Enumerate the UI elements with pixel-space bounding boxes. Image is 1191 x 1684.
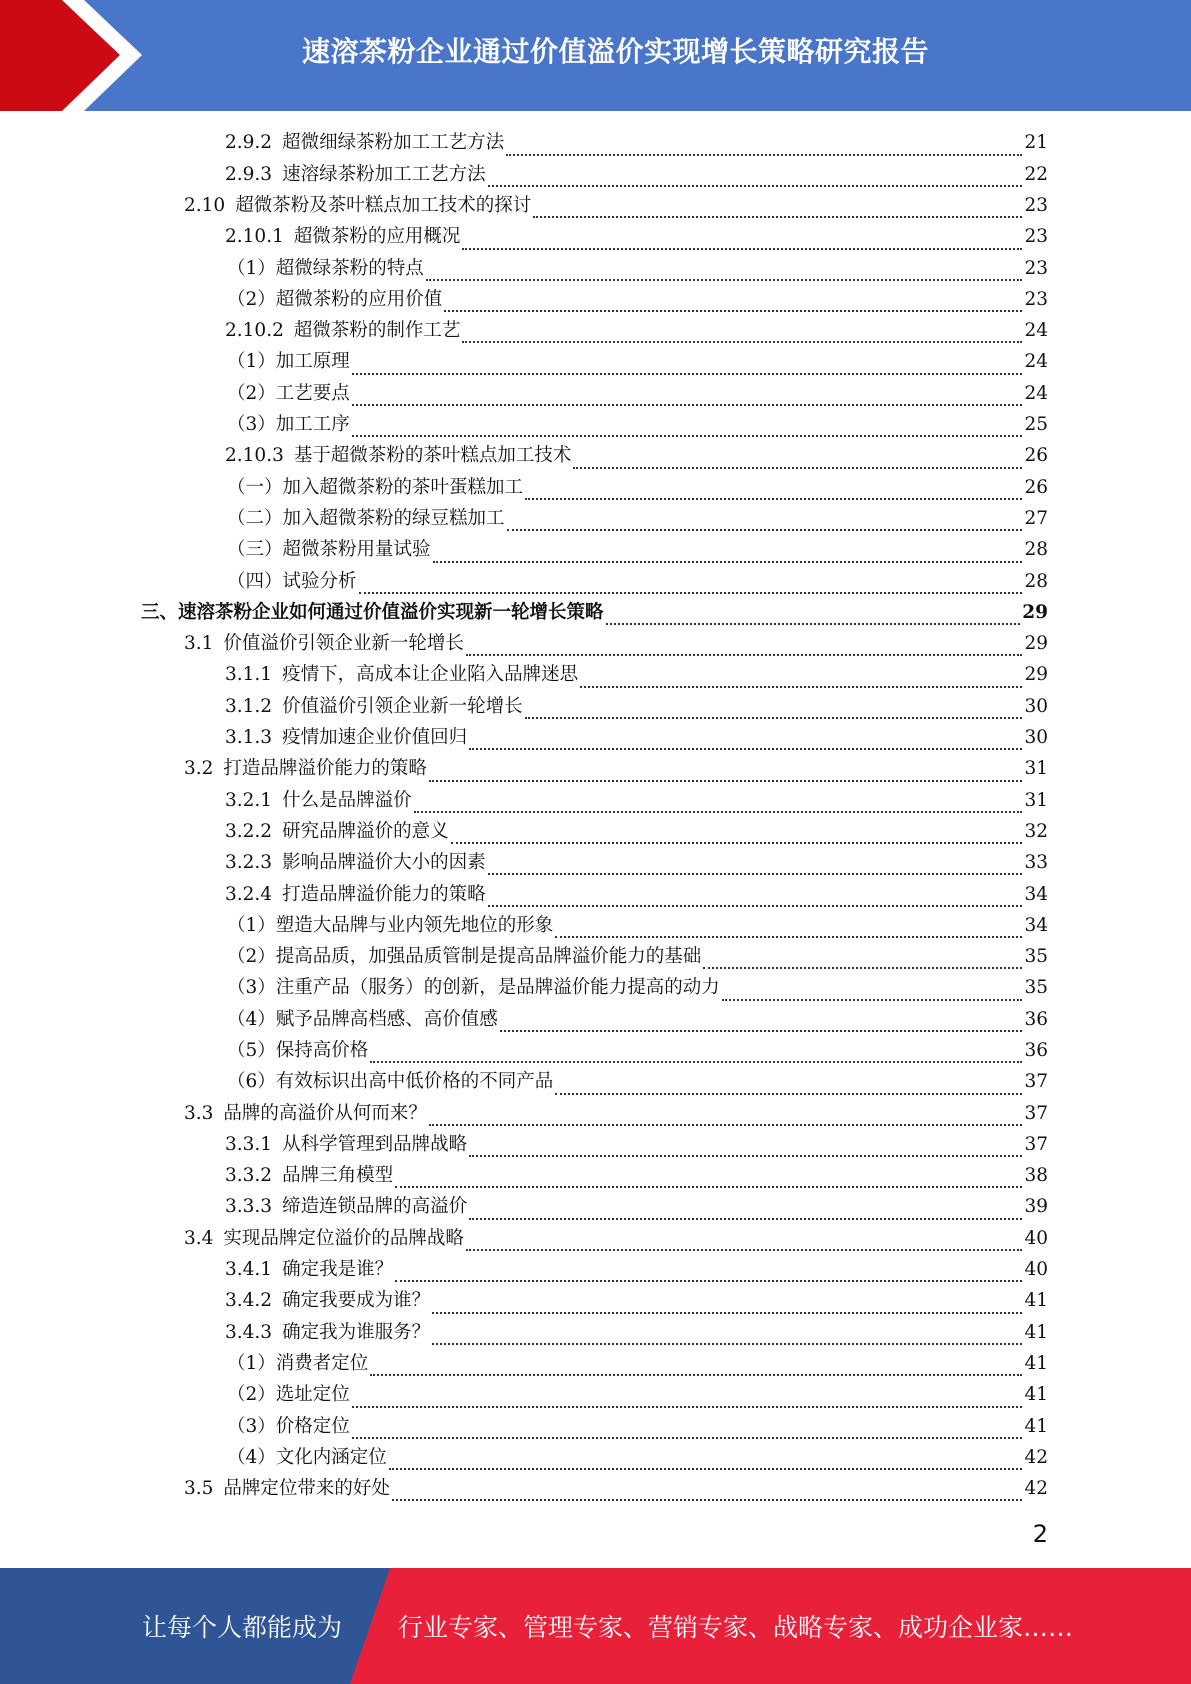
toc-entry[interactable] [0, 441, 1191, 472]
toc-dot-leader [606, 607, 1021, 625]
toc-entry-title: （二）加入超微茶粉的绿豆糕加工 [227, 507, 505, 529]
toc-entry-page: 41 [1024, 1290, 1048, 1312]
toc-entry[interactable] [0, 848, 1191, 879]
toc-dot-leader [555, 1077, 1022, 1095]
toc-entry-number: 3.4.3 [225, 1321, 273, 1343]
toc-entry-page: 27 [1024, 507, 1048, 529]
toc-entry[interactable] [0, 316, 1191, 347]
toc-entry-label [225, 820, 449, 842]
toc-entry-title: 超微茶粉的应用概况 [293, 226, 461, 248]
toc-dot-leader [432, 1296, 1022, 1314]
toc-entry-title: （4）文化内涵定位 [227, 1446, 387, 1468]
toc-entry[interactable] [0, 1130, 1191, 1161]
toc-dot-leader [352, 419, 1023, 437]
toc-entry[interactable] [0, 535, 1191, 566]
toc-entry-page: 39 [1024, 1196, 1048, 1218]
toc-entry-page: 24 [1024, 351, 1048, 373]
toc-entry-title: 价值溢价引领企业新一轮增长 [223, 633, 464, 655]
toc-entry-title: 疫情下，高成本让企业陷入品牌迷思 [282, 664, 579, 686]
toc-entry-title: （四）试验分析 [227, 570, 357, 592]
toc-entry-number: 3.4.1 [225, 1259, 273, 1281]
toc-entry-page: 32 [1024, 820, 1048, 842]
toc-dot-leader [488, 889, 1023, 907]
toc-dot-leader [466, 638, 1023, 656]
toc-entry-page: 37 [1024, 1071, 1048, 1093]
toc-entry-label [225, 322, 460, 341]
toc-entry[interactable] [0, 566, 1191, 597]
toc-entry-number: 3.1.1 [225, 664, 273, 686]
toc-entry-page: 24 [1024, 382, 1048, 404]
toc-entry[interactable] [0, 817, 1191, 848]
toc-entry-title: 品牌定位带来的好处 [223, 1478, 390, 1500]
report-title: 速溶茶粉企业通过价值溢价实现增长策略研究报告 [301, 35, 929, 68]
toc-dot-leader [426, 263, 1023, 281]
toc-entry-label [225, 228, 460, 247]
toc-entry-page: 40 [1024, 1259, 1048, 1281]
toc-entry[interactable] [0, 1223, 1191, 1254]
toc-dot-leader [488, 857, 1023, 875]
toc-entry-page: 29 [1024, 633, 1048, 655]
toc-entry-title: 三、速溶茶粉企业如何通过价值溢价实现新一轮增长策略 [141, 601, 604, 623]
toc-dot-leader [573, 451, 1022, 469]
toc-entry-number: 2.10.2 [225, 320, 284, 342]
toc-entry-number: 3.2 [184, 758, 214, 780]
toc-entry-label [184, 194, 532, 216]
toc-dot-leader [370, 1045, 1022, 1063]
toc-entry-label [227, 353, 350, 372]
toc-entry[interactable] [0, 723, 1191, 754]
toc-entry[interactable] [0, 1004, 1191, 1035]
toc-dot-leader [395, 1170, 1022, 1188]
toc-dot-leader [444, 294, 1022, 312]
toc-entry[interactable] [0, 284, 1191, 315]
toc-entry-label [225, 134, 504, 153]
toc-dot-leader [395, 1264, 1022, 1282]
toc-entry-label [184, 1227, 464, 1249]
toc-dot-leader [414, 795, 1023, 813]
toc-entry-label [225, 695, 523, 717]
toc-entry-label [225, 666, 578, 685]
toc-entry-title: （1）消费者定位 [227, 1352, 369, 1374]
toc-entry-label [225, 1133, 468, 1155]
toc-entry-page: 21 [1024, 132, 1048, 154]
toc-dot-leader [466, 1233, 1023, 1251]
toc-entry-number: 3.2.1 [225, 789, 273, 811]
toc-entry-label [225, 789, 412, 811]
toc-entry-page: 31 [1024, 758, 1048, 780]
toc-entry-label [225, 729, 467, 748]
page-number: 2 [1032, 1520, 1048, 1548]
toc-entry-page: 24 [1024, 320, 1048, 342]
toc-dot-leader [580, 670, 1022, 688]
toc-entry[interactable] [0, 691, 1191, 722]
toc-entry-title: （3）价格定位 [227, 1415, 350, 1437]
toc-entry[interactable] [0, 378, 1191, 409]
toc-entry-label [227, 257, 424, 279]
toc-entry-page: 35 [1024, 946, 1048, 968]
toc-entry[interactable] [0, 1317, 1191, 1348]
toc-dot-leader [432, 1327, 1022, 1345]
toc-entry-number: 3.1.3 [225, 727, 273, 749]
toc-entry[interactable] [0, 159, 1191, 190]
toc-entry-page: 26 [1024, 476, 1048, 498]
toc-dot-leader [352, 388, 1023, 406]
toc-entry-page: 29 [1022, 601, 1048, 623]
toc-dot-leader [389, 1452, 1023, 1470]
toc-entry[interactable] [0, 1255, 1191, 1286]
toc-entry[interactable] [0, 1411, 1191, 1442]
toc-dot-leader [352, 1421, 1023, 1439]
toc-entry-page: 37 [1024, 1102, 1048, 1124]
toc-dot-leader [488, 169, 1023, 187]
toc-entry-label [227, 914, 554, 936]
toc-entry-title: 超微细绿茶粉加工工艺方法 [282, 132, 505, 154]
toc-entry-title: 实现品牌定位溢价的品牌战略 [223, 1227, 464, 1249]
toc-entry[interactable] [0, 128, 1191, 159]
toc-entry[interactable] [0, 1286, 1191, 1317]
toc-entry[interactable] [0, 347, 1191, 378]
toc-dot-leader [352, 357, 1023, 375]
toc-dot-leader [500, 1014, 1023, 1032]
toc-entry[interactable] [0, 910, 1191, 941]
toc-entry-number: 3.2.2 [225, 820, 273, 842]
toc-entry[interactable] [0, 410, 1191, 441]
toc-dot-leader [703, 951, 1022, 969]
toc-entry-title: 价值溢价引领企业新一轮增长 [282, 695, 523, 717]
toc-entry-page: 28 [1024, 539, 1048, 561]
toc-entry-number: 3.3.3 [225, 1196, 273, 1218]
toc-entry[interactable] [0, 222, 1191, 253]
toc-entry-label [227, 382, 350, 404]
toc-entry[interactable] [0, 1036, 1191, 1067]
toc-entry-title: （一）加入超微茶粉的茶叶蛋糕加工 [227, 476, 524, 498]
toc-entry-number: 2.10 [184, 194, 226, 216]
toc-entry[interactable] [0, 1098, 1191, 1129]
toc-dot-leader [462, 325, 1022, 343]
toc-entry-label [225, 1167, 393, 1186]
toc-entry-label [225, 1292, 430, 1311]
toc-entry-label [225, 447, 571, 466]
footer-slogan-right: 行业专家、管理专家、营销专家、战略专家、成功企业家…… [398, 1613, 1074, 1642]
toc-entry-label [141, 601, 604, 623]
toc-entry-page: 34 [1024, 914, 1048, 936]
toc-entry-title: （2）超微茶粉的应用价值 [227, 288, 443, 310]
toc-entry-title: （三）超微茶粉用量试验 [227, 539, 431, 561]
toc-entry[interactable] [0, 973, 1191, 1004]
toc-entry-title: （2）选址定位 [227, 1384, 350, 1406]
toc-dot-leader [469, 1202, 1022, 1220]
toc-entry-page: 31 [1024, 789, 1048, 811]
toc-entry-title: （5）保持高价格 [227, 1040, 369, 1061]
toc-entry-title: 基于超微茶粉的茶叶糕点加工技术 [293, 445, 572, 467]
toc-entry[interactable] [0, 879, 1191, 910]
toc-entry-title: 超微茶粉及茶叶糕点加工技术的探讨 [235, 194, 532, 216]
toc-entry-page: 23 [1024, 226, 1048, 248]
toc-entry-page: 26 [1024, 445, 1048, 467]
toc-entry-title: 打造品牌溢价能力的策略 [223, 758, 427, 780]
toc-entry-page: 34 [1024, 883, 1048, 905]
toc-dot-leader [451, 826, 1023, 844]
toc-entry-title: 品牌三角模型 [282, 1165, 394, 1187]
page-footer [0, 1568, 1191, 1684]
toc-entry-number: 3.4.2 [225, 1290, 273, 1312]
toc-dot-leader [370, 1358, 1022, 1376]
toc-entry-page: 37 [1024, 1133, 1048, 1155]
toc-entry-page: 23 [1024, 257, 1048, 279]
toc-entry-title: 从科学管理到品牌战略 [282, 1133, 468, 1155]
toc-entry-page: 41 [1024, 1384, 1048, 1406]
toc-entry-title: 品牌的高溢价从何而来？ [223, 1102, 427, 1124]
toc-entry-label [227, 1446, 387, 1468]
toc-entry-label [227, 1415, 350, 1437]
toc-dot-leader [462, 232, 1022, 250]
toc-dot-leader [469, 732, 1022, 750]
toc-entry-title: （1）塑造大品牌与业内领先地位的形象 [227, 914, 554, 936]
toc-entry-number: 3.2.3 [225, 852, 273, 874]
toc-entry-title: 确定我为谁服务？ [282, 1321, 431, 1343]
page-header [0, 0, 1191, 111]
toc-entry-page: 41 [1024, 1352, 1048, 1374]
toc-entry-label [225, 883, 486, 905]
toc-entry-title: 疫情加速企业价值回归 [282, 727, 468, 749]
toc-entry-title: 影响品牌溢价大小的因素 [282, 852, 486, 874]
toc-entry[interactable] [0, 629, 1191, 660]
toc-entry-page: 41 [1024, 1415, 1048, 1437]
toc-dot-leader [525, 482, 1022, 500]
toc-entry[interactable] [0, 785, 1191, 816]
toc-entry-title: （1）加工原理 [227, 351, 350, 373]
toc-entry-page: 28 [1024, 570, 1048, 592]
toc-entry-page: 25 [1024, 414, 1048, 436]
toc-entry[interactable] [0, 1067, 1191, 1098]
toc-entry-page: 30 [1024, 695, 1048, 717]
toc-dot-leader [352, 1390, 1023, 1408]
toc-entry-title: （1）超微绿茶粉的特点 [227, 257, 424, 279]
toc-entry-number: 3.3.1 [225, 1133, 273, 1155]
toc-entry-label [227, 541, 431, 560]
toc-entry-number: 2.9.3 [225, 163, 273, 185]
toc-entry-number: 2.9.2 [225, 132, 273, 154]
toc-dot-leader [555, 920, 1022, 938]
table-of-contents [0, 128, 1191, 1505]
toc-entry-number: 3.3.2 [225, 1165, 273, 1187]
toc-entry-label [184, 1102, 427, 1124]
toc-entry[interactable] [0, 1161, 1191, 1192]
toc-dot-leader [722, 983, 1023, 1001]
toc-entry-number: 3.1.2 [225, 695, 273, 717]
toc-entry-label [225, 854, 486, 873]
toc-entry-label [227, 507, 505, 529]
toc-entry-number: 3.3 [184, 1102, 214, 1124]
toc-entry-title: 什么是品牌溢价 [282, 789, 412, 811]
toc-entry[interactable] [0, 1380, 1191, 1411]
toc-entry-page: 40 [1024, 1227, 1048, 1249]
toc-entry[interactable] [0, 942, 1191, 973]
toc-entry-label [184, 760, 427, 779]
toc-entry-title: （6）有效标识出高中低价格的不同产品 [227, 1071, 554, 1093]
toc-entry-label [227, 1073, 553, 1092]
toc-entry-label [184, 1480, 390, 1499]
toc-entry-page: 30 [1024, 727, 1048, 749]
toc-entry-number: 3.1 [184, 633, 214, 655]
toc-dot-leader [533, 200, 1022, 218]
toc-entry-label [227, 979, 720, 998]
toc-entry-label [227, 948, 701, 967]
toc-entry-page: 42 [1024, 1478, 1048, 1500]
toc-entry-page: 22 [1024, 163, 1048, 185]
toc-entry-title: 研究品牌溢价的意义 [282, 820, 449, 842]
toc-entry-page: 42 [1024, 1446, 1048, 1468]
toc-entry-number: 2.10.3 [225, 445, 284, 467]
toc-entry-label [225, 1198, 467, 1217]
toc-entry-title: （3）注重产品（服务）的创新，是品牌溢价能力提高的动力 [227, 977, 720, 999]
toc-entry-title: 确定我要成为谁？ [282, 1290, 431, 1312]
toc-entry-title: （2）工艺要点 [227, 382, 350, 404]
toc-entry-page: 36 [1024, 1040, 1048, 1061]
toc-entry-title: （4）赋予品牌高档感、高价值感 [227, 1008, 498, 1030]
toc-entry-title: 超微茶粉的制作工艺 [293, 320, 461, 342]
toc-entry-number: 3.5 [184, 1478, 214, 1500]
toc-entry-page: 23 [1024, 194, 1048, 216]
toc-dot-leader [506, 138, 1022, 156]
toc-entry-page: 35 [1024, 977, 1048, 999]
toc-entry-page: 33 [1024, 852, 1048, 874]
toc-entry[interactable] [0, 472, 1191, 503]
toc-entry[interactable] [0, 597, 1191, 628]
toc-entry-page: 36 [1024, 1008, 1048, 1030]
toc-dot-leader [525, 701, 1023, 719]
toc-dot-leader [507, 513, 1023, 531]
toc-entry-label [225, 1321, 431, 1343]
toc-entry[interactable] [0, 1442, 1191, 1473]
toc-entry-label [227, 476, 524, 498]
toc-entry-title: 确定我是谁？ [282, 1259, 394, 1281]
toc-entry[interactable] [0, 1192, 1191, 1223]
toc-dot-leader [359, 576, 1023, 594]
toc-entry-page: 41 [1024, 1321, 1048, 1343]
toc-entry[interactable] [0, 253, 1191, 284]
toc-entry-title: （3）加工工序 [227, 414, 350, 436]
toc-dot-leader [429, 1108, 1023, 1126]
toc-entry[interactable] [0, 504, 1191, 535]
toc-entry[interactable] [0, 191, 1191, 222]
toc-entry[interactable] [0, 660, 1191, 691]
toc-entry-number: 3.4 [184, 1227, 214, 1249]
toc-entry-label [184, 635, 464, 654]
toc-entry-label [227, 416, 350, 435]
toc-dot-leader [433, 545, 1023, 563]
toc-entry-title: 速溶绿茶粉加工工艺方法 [282, 163, 486, 185]
toc-entry-title: 缔造连锁品牌的高溢价 [282, 1196, 468, 1218]
toc-entry-label [227, 1042, 368, 1061]
toc-entry-page: 23 [1024, 288, 1048, 310]
toc-entry-number: 3.2.4 [225, 883, 273, 905]
toc-dot-leader [392, 1483, 1023, 1501]
toc-entry-number: 2.10.1 [225, 226, 284, 248]
toc-dot-leader [429, 764, 1023, 782]
toc-entry-label [227, 288, 443, 310]
toc-entry-title: 打造品牌溢价能力的策略 [282, 883, 486, 905]
toc-entry-page: 38 [1024, 1165, 1048, 1187]
toc-entry-label [227, 1352, 369, 1374]
toc-entry-label [225, 163, 486, 185]
toc-entry-page: 29 [1024, 664, 1048, 686]
toc-entry-label [227, 1008, 498, 1030]
footer-slogan-left: 让每个人都能成为 [142, 1613, 343, 1642]
toc-entry[interactable] [0, 1349, 1191, 1380]
toc-entry-label [227, 1386, 350, 1405]
toc-dot-leader [469, 1139, 1022, 1157]
toc-entry[interactable] [0, 1474, 1191, 1505]
toc-entry-label [225, 1261, 393, 1280]
toc-entry[interactable] [0, 754, 1191, 785]
toc-entry-label [227, 570, 357, 592]
toc-entry-title: （2）提高品质，加强品质管制是提高品牌溢价能力的基础 [227, 946, 702, 968]
header-chevron-icon [0, 0, 160, 111]
